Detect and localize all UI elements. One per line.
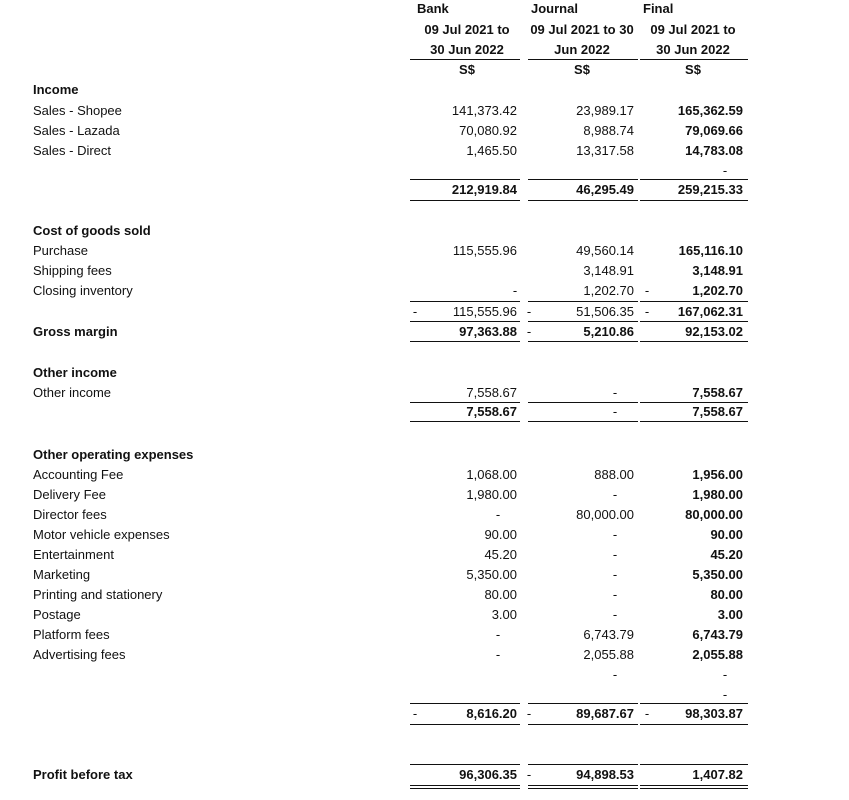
cell-final: 90.00 [710,527,743,542]
header-final-currency: S$ [685,62,701,77]
gross-margin-final: 92,153.02 [685,324,743,339]
cell-journal: 8,988.74 [583,123,634,138]
double-underline [528,788,638,789]
income-total-journal: 46,295.49 [576,182,634,197]
cell-final: 7,558.67 [692,385,743,400]
double-underline [640,785,748,786]
header-underline-final [640,59,748,60]
cell-bank: 70,080.92 [459,123,517,138]
row-label: Purchase [33,243,88,258]
cell-final: 165,116.10 [678,243,743,258]
header-final-title: Final [643,1,674,16]
cell-bank: 3.00 [491,607,517,622]
total-underline [528,341,638,342]
cell-bank: 7,558.67 [466,385,517,400]
opex-total-final: 98,303.87 [685,706,743,721]
profit-before-tax-label: Profit before tax [33,767,133,782]
total-underline [640,724,748,725]
header-bank-currency: S$ [459,62,475,77]
gross-margin-label: Gross margin [33,324,118,339]
subtotal-line [640,321,748,322]
double-underline [410,788,520,789]
cell-bank: - [512,283,518,298]
cell-journal: - [612,487,618,502]
gross-margin-bank: 97,363.88 [459,324,517,339]
cell-final: 1,956.00 [692,467,743,482]
header-journal-currency: S$ [574,62,590,77]
dash: - [412,706,418,721]
cell-final: 2,055.88 [692,647,743,662]
subtotal-line [410,321,520,322]
dash: - [644,283,650,298]
row-label: Sales - Direct [33,143,112,158]
cell-journal: 13,317.58 [576,143,634,158]
row-label: Entertainment [33,547,114,562]
profit-bank: 96,306.35 [459,767,517,782]
double-underline [410,785,520,786]
cell-final: 6,743.79 [692,627,743,642]
row-label: Motor vehicle expenses [33,527,170,542]
dash: - [644,304,650,319]
header-final-period2: 30 Jun 2022 [656,42,730,57]
cell-journal: - [612,547,618,562]
total-underline [528,421,638,422]
cell-final: 79,069.66 [685,123,743,138]
dash: - [722,687,728,702]
other-income-heading: Other income [33,365,117,380]
cell-bank: 45.20 [484,547,517,562]
other-income-total-bank: 7,558.67 [466,404,517,419]
cell-journal: 1,202.70 [583,283,634,298]
gross-margin-journal: 5,210.86 [583,324,634,339]
opex-total-journal: 89,687.67 [576,706,634,721]
profit-final: 1,407.82 [692,767,743,782]
cell-journal: 49,560.14 [576,243,634,258]
header-underline-bank [410,59,520,60]
income-total-bank: 212,919.84 [451,182,517,197]
cogs-total-journal: 51,506.35 [576,304,634,319]
cell-journal: - [612,607,618,622]
cell-journal: - [612,385,618,400]
header-bank-title: Bank [417,1,449,16]
cell-journal: - [612,587,618,602]
dash: - [612,667,618,682]
cell-final: 3,148.91 [692,263,743,278]
cell-bank: 1,980.00 [466,487,517,502]
cell-journal: 23,989.17 [576,103,634,118]
cell-journal: 2,055.88 [583,647,634,662]
subtotal-line [640,179,748,180]
cell-final: 1,202.70 [692,283,743,298]
cell-final: 1,980.00 [692,487,743,502]
header-bank-period2: 30 Jun 2022 [430,42,504,57]
row-label: Postage [33,607,81,622]
total-underline [528,200,638,201]
subtotal-line [528,321,638,322]
cell-bank: 1,465.50 [466,143,517,158]
other-income-total-final: 7,558.67 [692,404,743,419]
subtotal-line [528,301,638,302]
total-underline [410,724,520,725]
income-heading: Income [33,82,79,97]
header-journal-period2: Jun 2022 [554,42,610,57]
double-underline [640,788,748,789]
opex-heading: Other operating expenses [33,447,194,462]
row-label: Director fees [33,507,107,522]
cell-journal: - [612,527,618,542]
cell-journal: 80,000.00 [576,507,634,522]
cell-bank: 1,068.00 [466,467,517,482]
total-underline [410,200,520,201]
profit-journal: 94,898.53 [576,767,634,782]
total-underline [640,200,748,201]
double-underline [528,785,638,786]
row-label: Closing inventory [33,283,133,298]
dash: - [526,706,532,721]
total-underline [410,341,520,342]
cell-final: 80,000.00 [685,507,743,522]
opex-total-bank: 8,616.20 [466,706,517,721]
cogs-heading: Cost of goods sold [33,223,151,238]
cell-bank: 90.00 [484,527,517,542]
cell-journal: 888.00 [594,467,634,482]
cell-final: 165,362.59 [677,103,743,118]
header-journal-title: Journal [531,1,578,16]
row-label: Accounting Fee [33,467,124,482]
cogs-total-bank: 115,555.96 [452,304,517,319]
dash: - [526,304,532,319]
cell-bank: 80.00 [484,587,517,602]
cogs-total-final: 167,062.31 [677,304,743,319]
row-label: Other income [33,385,112,400]
subtotal-line [410,301,520,302]
subtotal-line [528,703,638,704]
cell-bank: 5,350.00 [466,567,517,582]
dash: - [412,304,418,319]
dash: - [644,706,650,721]
row-label: Advertising fees [33,647,126,662]
cell-bank: - [495,507,501,522]
subtotal-line [640,301,748,302]
header-journal-period1: 09 Jul 2021 to 30 [530,22,634,37]
header-final-period1: 09 Jul 2021 to [650,22,736,37]
cell-journal: 6,743.79 [583,627,634,642]
row-label: Printing and stationery [33,587,163,602]
row-label: Sales - Lazada [33,123,120,138]
subtotal-line [410,179,520,180]
total-underline [640,341,748,342]
cell-final: 45.20 [710,547,743,562]
subtotal-line [640,764,748,765]
cell-final: 3.00 [717,607,743,622]
cell-final: 5,350.00 [692,567,743,582]
row-label: Shipping fees [33,263,112,278]
header-bank-period1: 09 Jul 2021 to [424,22,510,37]
cell-final: 14,783.08 [685,143,743,158]
dash: - [526,324,532,339]
subtotal-line [528,179,638,180]
total-underline [640,421,748,422]
subtotal-line [410,764,520,765]
header-underline-journal [528,59,638,60]
row-label: Sales - Shopee [33,103,122,118]
subtotal-line [410,703,520,704]
row-label: Platform fees [33,627,110,642]
subtotal-line [528,764,638,765]
dash: - [526,767,532,782]
subtotal-line [410,402,520,403]
cell-bank: 141,373.42 [451,103,517,118]
cell-bank: 115,555.96 [452,243,517,258]
total-underline [410,421,520,422]
total-underline [528,724,638,725]
subtotal-line [528,402,638,403]
cell-journal: - [612,567,618,582]
cell-bank: - [495,647,501,662]
row-label: Delivery Fee [33,487,106,502]
row-label: Marketing [33,567,91,582]
subtotal-line [640,703,748,704]
dash: - [722,163,728,178]
dash: - [722,667,728,682]
cell-journal: 3,148.91 [583,263,634,278]
other-income-total-journal: - [612,404,618,419]
subtotal-line [640,402,748,403]
cell-final: 80.00 [710,587,743,602]
cell-bank: - [495,627,501,642]
income-total-final: 259,215.33 [677,182,743,197]
